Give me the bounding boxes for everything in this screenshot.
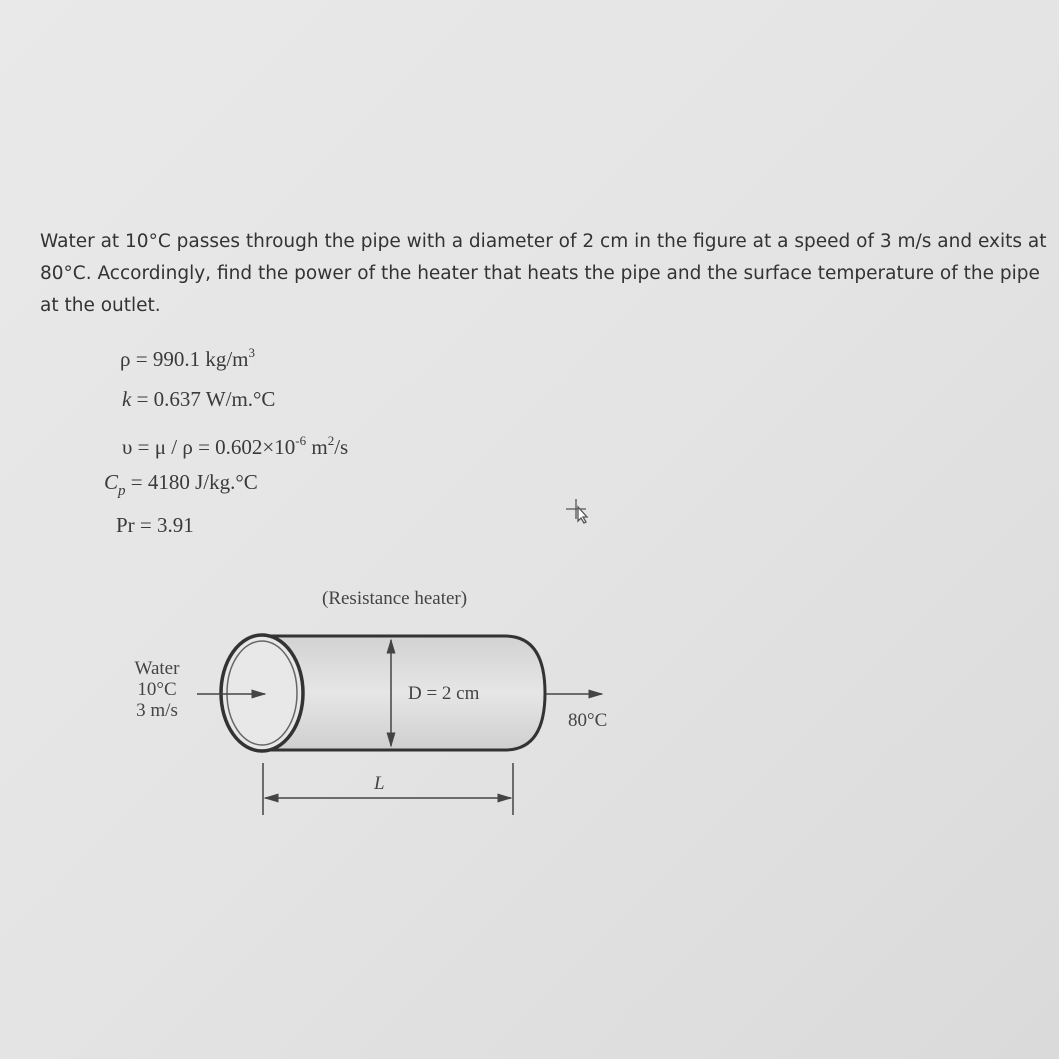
- move-cursor-icon: [566, 499, 587, 523]
- heater-label: (Resistance heater): [322, 588, 468, 609]
- prandtl-equation: Pr = 3.91: [116, 513, 194, 537]
- density-equation: ρ = 990.1 $kg/m^3$: [120, 345, 255, 371]
- viscosity-equation: $\upsilon = \mu / \rho = 0.602\times 10^{-6}$ $m^2/s$: [122, 433, 349, 459]
- specific-heat-equation: $C_p = 4180$ J/kg.°C: [104, 470, 258, 499]
- diameter-label: D = 2 cm: [408, 683, 480, 704]
- problem-statement: Water at 10°C passes through the pipe with a diameter of 2 cm in the figure at a speed of 3 m/s and exits at 80°C. Accordingly, find the power of the heater that heats the pipe and the surface temperature of the pipe at the outlet.: [40, 231, 1047, 316]
- inlet-labels: Water 10°C 3 m/s: [134, 658, 180, 721]
- length-label: L: [374, 773, 385, 794]
- outlet-temperature-label: 80°C: [568, 710, 608, 731]
- pipe-inlet-rim: [221, 635, 303, 751]
- conductivity-equation: k = 0.637 W/m.°C: [122, 387, 276, 411]
